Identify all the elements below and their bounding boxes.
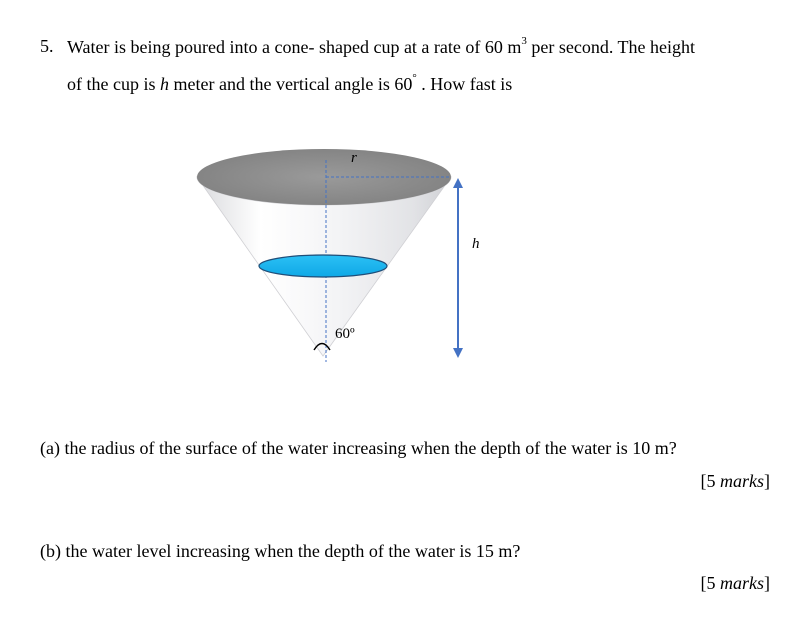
height-variable: h bbox=[159, 74, 169, 94]
question-line-2-end: . How fast is bbox=[416, 74, 513, 94]
radius-label: r bbox=[351, 150, 357, 166]
angle-label: 60º bbox=[335, 326, 355, 342]
part-b-marks bbox=[701, 572, 771, 594]
question-line-2-mid: meter and the vertical angle is 60 bbox=[168, 74, 413, 94]
height-arrow-head-up bbox=[453, 178, 463, 188]
height-arrow-head-down bbox=[453, 348, 463, 358]
question-number: 5. bbox=[40, 36, 54, 56]
part-a-marks bbox=[701, 470, 771, 492]
part-a-marks-open: [5 bbox=[700, 471, 720, 491]
part-b-text: (b) the water level increasing when the depth of the water is 15 m? bbox=[40, 541, 521, 561]
degree-symbol: ° bbox=[412, 72, 417, 84]
cubic-exponent: 3 bbox=[521, 35, 527, 47]
question-line-1-end: per second. The height bbox=[526, 37, 696, 57]
part-b-marks-close: ] bbox=[764, 573, 770, 593]
part-b-marks-word: marks bbox=[720, 573, 764, 593]
height-label: h bbox=[472, 236, 480, 252]
part-a-marks-close: ] bbox=[764, 471, 770, 491]
question-line-2-text: of the cup is bbox=[67, 74, 160, 94]
water-surface bbox=[259, 255, 387, 277]
part-a-marks-word: marks bbox=[720, 471, 764, 491]
part-b-marks-open: [5 bbox=[700, 573, 720, 593]
part-a-text: (a) the radius of the surface of the water increasing when the depth of the water is 10 m? bbox=[40, 438, 677, 458]
question-line-1-text: Water is being poured into a cone- shaped cup at a rate of 60 m bbox=[67, 37, 522, 57]
